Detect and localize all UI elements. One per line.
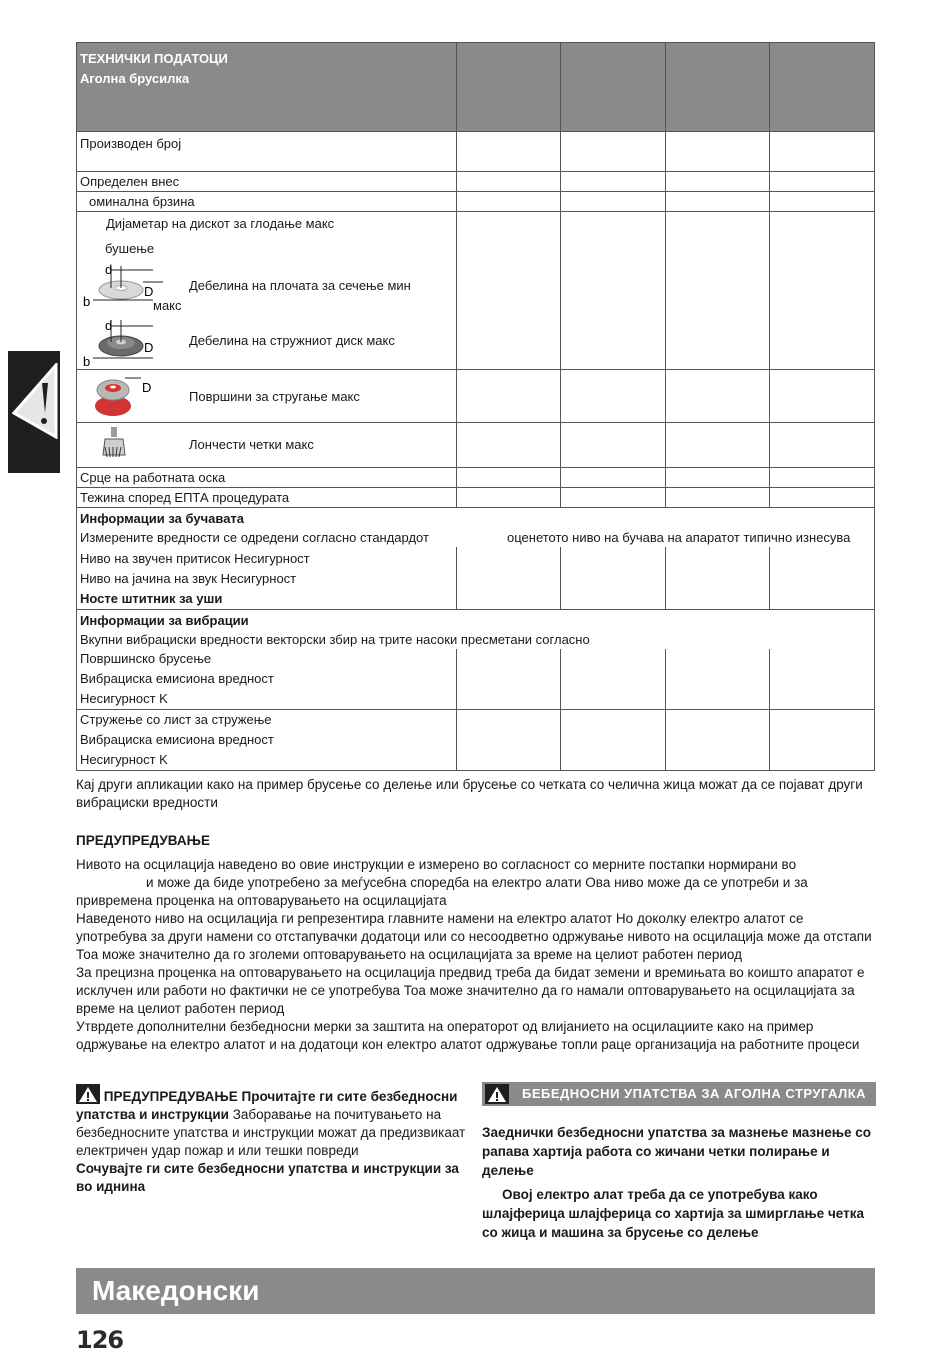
row-drilling: бушење <box>105 241 155 256</box>
row-rated-input: Определен внес <box>77 172 457 192</box>
row-weight: Тежина според ЕПТА процедурата <box>77 488 457 508</box>
warning-heading: ПРЕДУПРЕДУВАЊЕ <box>76 833 210 848</box>
warning-sidebar-tab <box>8 351 60 473</box>
noise-heading: Информации за бучавата <box>80 511 245 526</box>
language-bar: Македонски <box>76 1268 875 1314</box>
vibration-section <box>77 610 875 650</box>
safety-right <box>482 1082 876 1242</box>
svg-text:D: D <box>144 284 154 299</box>
noise-power: Ниво на јачина на звук Несигурност <box>80 571 297 586</box>
ear-protection: Носте штитник за уши <box>80 591 223 606</box>
svg-text:D: D <box>142 380 152 395</box>
safety-warning-left: ПРЕДУПРЕДУВАЊЕ Прочитајте ги сите безбедносни упатства и инструкции Заборавање на почитувањето на безбедносните упатства и инструкции можат да предизвикаат електричен удар пожар и или тешки повреди Сочувајте ги сите безбедносни упатства и инструкции за во иднина <box>76 1084 468 1196</box>
vibration-sanding: Стружење со лист за стружење Вибрациска емисиона вредност Несигурност K <box>77 710 457 771</box>
svg-text:b: b <box>83 354 91 369</box>
table-title: ТЕХНИЧКИ ПОДАТОЦИ <box>80 51 228 66</box>
row-disc-diameter: Дијаметар на дискот за глодање макс <box>106 216 335 231</box>
row-product-no: Производен број <box>77 132 457 172</box>
row-cut-thickness: Дебелина на плочата за сечење мин <box>189 278 411 293</box>
svg-text:b: b <box>83 294 91 309</box>
flap-disc-icon <box>91 372 161 422</box>
keep-instructions: Сочувајте ги сите безбедносни упатства и инструкции за во иднина <box>76 1161 459 1194</box>
svg-text:d: d <box>105 262 113 277</box>
warning-triangle-icon <box>485 1084 509 1104</box>
vibration-desc: Вкупни вибрациски вредности векторски збир на трите насоки пресметани согласно <box>80 632 590 647</box>
warning-paragraph-3: За прецизна проценка на оптоварувањето на осцилација предвид треба да бидат земени и времињата во коишто апаратот е исклучен или работи но фактички не се употребува Тоа може значително да го намали оптоварувањето на осцилацијата за време на целиот работен период <box>76 965 865 1016</box>
warning-triangle-icon <box>76 1084 100 1104</box>
warning-paragraph-4: Утврдете дополнителни безбедносни мерки за заштита на операторот од влијанието на осцилациите како на пример одржување на електро алатот и на додатоци кон електро алатот одржување топли раце организација на работните процеси <box>76 1019 860 1052</box>
row-rated-speed: оминална брзина <box>77 192 457 212</box>
row-disc-dimensions <box>77 212 457 370</box>
tech-data-table <box>76 42 875 771</box>
noise-values <box>77 547 457 610</box>
tool-intro: Овој електро алат треба да се употребува како шлајферица шлајферица со хартија за шмирглање четка со жица и машина за брусење со делење <box>482 1187 864 1240</box>
svg-text:d: d <box>105 318 113 333</box>
page-number: 126 <box>76 1326 124 1354</box>
noise-desc: Измерените вредности се одредени согласно стандардот оценетото ниво на бучава на апаратот типично изнесува <box>80 530 851 545</box>
row-brushes: Лончести четки макс <box>77 423 457 468</box>
warning-paragraph-1: Нивото на осцилација наведено во овие инструкции е измерено во согласност со мерните постапки нормирани во и може да биде употребено за меѓусебна споредба на електро алати Ова ниво може да се употреби и за привремена проценка на оптоварувањето на осцилацијата <box>76 857 808 908</box>
row-maks: макс <box>153 298 182 313</box>
vibration-heading: Информации за вибрации <box>80 613 249 628</box>
vibration-surface: Површинско брусење Вибрациска емисиона вредност Несигурност K <box>77 649 457 710</box>
common-safety: Заеднички безбедносни упатства за мазнење мазнење со рапава хартија работа со жичани четки полирање и делење <box>482 1125 872 1178</box>
row-spindle: Срце на работната оска <box>77 468 457 488</box>
svg-text:D: D <box>144 340 154 355</box>
cup-brush-icon <box>101 425 131 465</box>
noise-pressure: Ниво на звучен притисок Несигурност <box>80 551 310 566</box>
row-grind-thickness: Дебелина на стружниот диск макс <box>189 333 395 348</box>
warning-triangle-icon <box>12 363 62 439</box>
note-text: Кај други апликации како на пример брусење со делење или брусење со четката со челична жица можат да се појават други вибрациски вредности <box>76 777 863 810</box>
warning-paragraph-2: Наведеното ниво на осцилација ги репрезентира главните намени на електро алатот Но доколку електро алатот се употребува за други намени со отстапувачки додатоци или со несоодветно одржување нивото на осцилација може да отстапи Тоа може значително да го зголеми оптоварувањето на осцилацијата за време на целиот работен период <box>76 911 872 962</box>
safety-bar: БЕБЕДНОСНИ УПАТСТВА ЗА АГОЛНА СТРУГАЛКА <box>482 1082 876 1106</box>
grinding-disc-icon <box>81 316 191 370</box>
table-subtitle: Аголна брусилка <box>80 71 190 86</box>
row-surfaces: D Површини за стругање макс <box>77 370 457 423</box>
noise-section <box>77 508 875 548</box>
